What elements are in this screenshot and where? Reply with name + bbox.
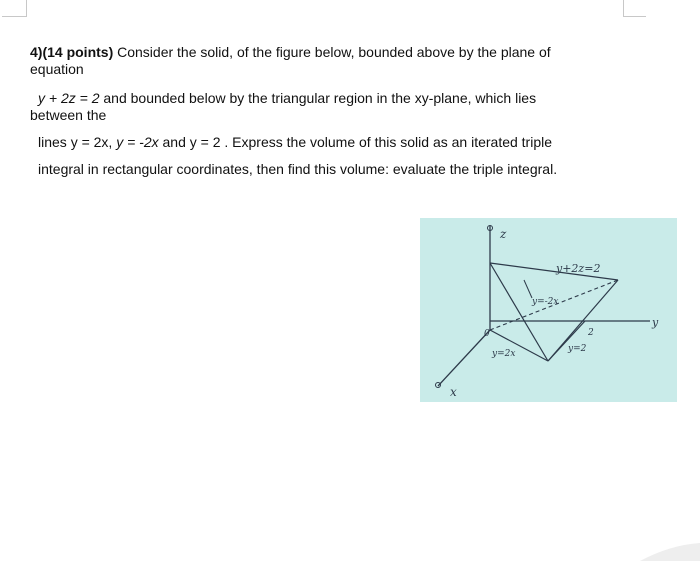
- spacer: [30, 78, 670, 90]
- line-equation-3: y = 2 .: [189, 134, 229, 150]
- page-curl-decoration: [640, 543, 700, 561]
- plane-front-edge: [490, 263, 548, 361]
- line-equation-1: y = 2x,: [70, 134, 113, 150]
- spacer: [30, 151, 670, 161]
- problem-region-text: and bounded below by the triangular region in the xy-plane, which lies: [99, 90, 537, 106]
- label-y-neg2x: y=-2x: [532, 297, 559, 307]
- lines-label: lines: [38, 134, 71, 150]
- problem-line-1b: equation: [30, 61, 84, 77]
- plane-pointer: [524, 280, 532, 298]
- problem-line-2b: between the: [30, 107, 107, 123]
- label-plane: y+2z=2: [556, 262, 601, 275]
- problem-line-1: [30, 44, 670, 61]
- label-y: y: [652, 316, 659, 329]
- line-y-2: [548, 321, 585, 361]
- plane-equation: y + 2z = 2: [38, 90, 100, 106]
- label-z: z: [500, 227, 507, 241]
- problem-points: (14 points): [42, 44, 114, 60]
- instruction-text: Express the volume of this solid as an iterated triple: [228, 134, 553, 150]
- spacer: [30, 124, 670, 134]
- page-corner-top-right: [623, 0, 646, 17]
- label-origin: 0: [484, 329, 490, 339]
- problem-line-4: integral in rectangular coordinates, then find this volume: evaluate the triple integral.: [38, 161, 558, 177]
- figure-sketch: [420, 218, 677, 402]
- problem-line-2: [30, 90, 670, 107]
- label-x: x: [450, 385, 457, 399]
- problem-line-3: [30, 134, 670, 151]
- problem-text: [30, 44, 670, 178]
- label-y-2: y=2: [568, 344, 587, 354]
- label-y-2x: y=2x: [492, 349, 516, 359]
- x-axis: [438, 330, 490, 386]
- and-text: and: [158, 134, 190, 150]
- page-corner-top-left: [2, 0, 27, 17]
- line-equation-2: y = -2x: [116, 134, 159, 150]
- label-two: 2: [588, 328, 594, 338]
- problem-intro: Consider the solid, of the figure below, bounded above by the plane of: [113, 44, 551, 60]
- handwritten-figure-photo: [420, 218, 677, 402]
- problem-number: 4): [30, 44, 43, 60]
